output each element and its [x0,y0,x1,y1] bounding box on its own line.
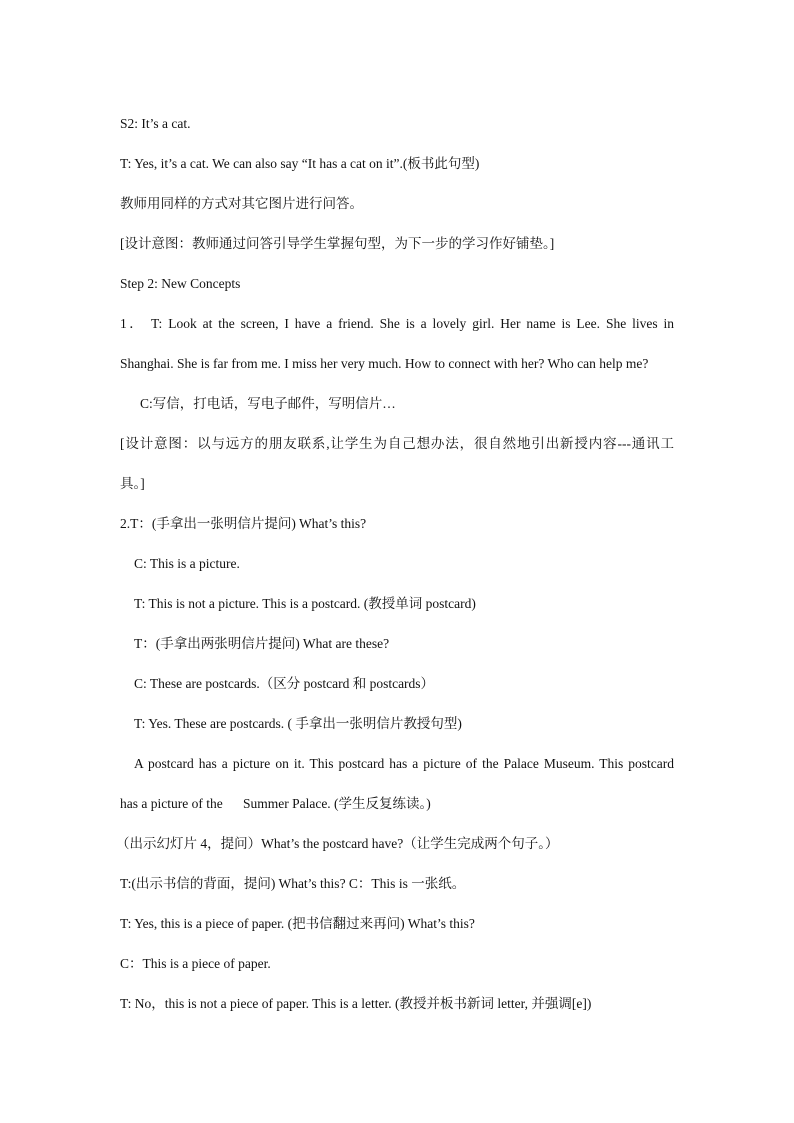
line-design-intent-2-part2: 具。] [120,476,145,491]
line-item-1-part2: Shanghai. She is far from me. I miss her very much. How to connect with her? Who can help me? [120,356,649,371]
line-postcard-sentence-part2: has a picture of the Summer Palace. (学生反复练读。) [120,796,431,811]
line-letter-back-question: T:(出示书信的背面，提问) What’s this? C：This is 一张纸。 [120,876,466,891]
line-class-answer-1: C:写信，打电话，写电子邮件，写明信片… [140,396,396,411]
line-teacher-two-postcards: T：(手拿出两张明信片提问) What are these? [134,636,390,651]
line-step-heading: Step 2: New Concepts [120,276,241,291]
line-class-answer-4: C：This is a piece of paper. [120,956,271,971]
line-s2-answer: S2: It’s a cat. [120,116,191,131]
line-teacher-confirm: T: Yes. These are postcards. ( 手拿出一张明信片教授句型) [134,716,462,731]
line-postcard-sentence-part1: A postcard has a picture on it. This postcard has a picture of the Palace Museum. This postcard [134,756,674,771]
line-teacher-method: 教师用同样的方式对其它图片进行问答。 [120,196,363,211]
line-item-2: 2.T：(手拿出一张明信片提问) What’s this? [120,516,367,531]
line-class-answer-3: C: These are postcards.（区分 postcard 和 postcards） [134,676,435,691]
line-class-answer-2: C: This is a picture. [134,556,240,571]
line-slide-question: （出示幻灯片 4，提问）What’s the postcard have?（让学生完成两个句子。） [116,836,559,851]
line-design-intent-2-part1: [设计意图：以与远方的朋友联系,让学生为自己想办法，很自然地引出新授内容---通讯工 [120,436,674,451]
line-teacher-letter: T: No，this is not a piece of paper. This is a letter. (教授并板书新词 letter, 并强调[e]) [120,996,592,1011]
line-teacher-sentence-pattern: T: Yes, it’s a cat. We can also say “It has a cat on it”.(板书此句型) [120,156,480,171]
line-teacher-paper: T: Yes, this is a piece of paper. (把书信翻过来再问) What’s this? [120,916,475,931]
line-teacher-postcard: T: This is not a picture. This is a postcard. (教授单词 postcard) [134,596,476,611]
line-design-intent-1: [设计意图：教师通过问答引导学生掌握句型，为下一步的学习作好铺垫。] [120,236,555,251]
line-item-1-part1: 1． T: Look at the screen, I have a friend. She is a lovely girl. Her name is Lee. She lives in [120,316,674,331]
